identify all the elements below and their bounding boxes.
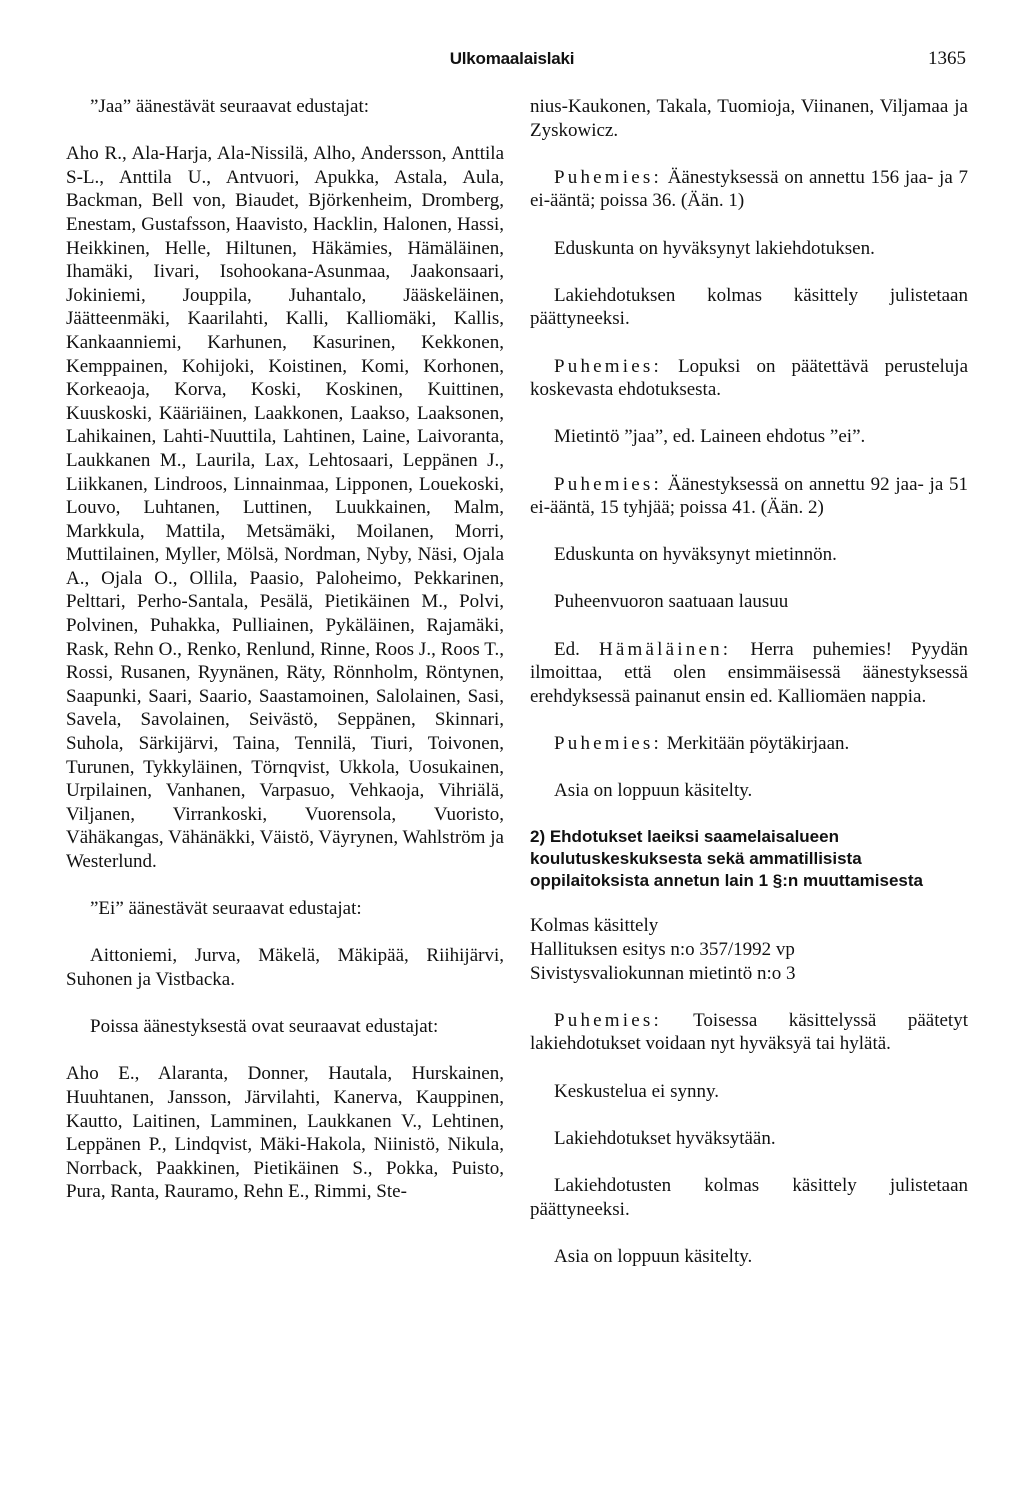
paragraph: Lakiehdotusten kolmas käsittely julistetaan päättyneeksi.	[530, 1174, 968, 1220]
speaker-name: Puhemies:	[554, 733, 662, 755]
paragraph: Asia on loppuun käsitelty.	[554, 1245, 753, 1267]
speech-paragraph	[530, 355, 968, 402]
speech-paragraph	[530, 473, 968, 520]
name-list-paragraph: nius-Kaukonen, Takala, Tuomioja, Viinanen, Viljamaa ja Zyskowicz.	[530, 96, 968, 141]
paragraph: ”Jaa” äänestävät seuraavat edustajat:	[90, 96, 370, 117]
name-list-paragraph: Aho R., Ala-Harja, Ala-Nissilä, Alho, Andersson, Anttila S-L., Anttila U., Antvuori, Apukka, Astala, Aula, Backman, Bell von, Biaudet, Björkenheim, Dromberg, Enestam, Gustafsson, Haavisto, Hacklin, Halonen, Hassi, Heikkinen, Helle, Hiltunen, Häkämies, Hämäläinen, Ihamäki, Iivari, Isohookana-Asunmaa, Jaakonsaari, Jokiniemi, Jouppila, Juhantalo, Jääskeläinen, Jäätteenmäki, Kaarilahti, Kalli, Kalliomäki, Kallis, Kankaanniemi, Karhunen, Kasurinen, Kekkonen, Kemppainen, Kohijoki, Koistinen, Komi, Korhonen, Korkeaoja, Korva, Koski, Koskinen, Kuittinen, Kuuskoski, Kääriäinen, Laakkonen, Laakso, Laaksonen, Lahikainen, Lahti-Nuuttila, Lahtinen, Laine, Laivoranta, Laukkanen M., Laurila, Lax, Lehtosaari, Leppänen J., Liikkanen, Lindroos, Linnainmaa, Lipponen, Louekoski, Louvo, Luhtanen, Luttinen, Luukkainen, Malm, Markkula, Mattila, Metsämäki, Moilanen, Morri, Muttilainen, Myller, Mölsä, Nordman, Nyby, Näsi, Ojala A., Ojala O., Ollila, Paasio, Paloheimo, Pekkarinen, Pelttari, Perho-Santala, Pesälä, Pietikäinen M., Polvi, Polvinen, Puhakka, Pulliainen, Pykäläinen, Rajamäki, Rask, Rehn O., Renko, Renlund, Rinne, Roos J., Roos T., Rossi, Rusanen, Ryynänen, Räty, Rönnholm, Röntynen, Saapunki, Saari, Saario, Saastamoinen, Salolainen, Sasi, Savela, Savolainen, Seivästö, Seppänen, Skinnari, Suhola, Särkijärvi, Taina, Tennilä, Tiuri, Toivonen, Turunen, Tykkyläinen, Törnqvist, Ukkola, Uosukainen, Urpilainen, Vanhanen, Varpasuo, Vehkaoja, Vihriälä, Viljanen, Virrankoski, Vuorensola, Vuoristo, Vähäkangas, Vähänäkki, Väistö, Väyrynen, Wahlström ja Westerlund.	[66, 143, 504, 872]
speech-text: Toisessa käsittelyssä päätetyt lakiehdotukset voidaan nyt hyväksyä tai hylätä.	[530, 1009, 968, 1055]
speech-paragraph	[530, 1009, 968, 1056]
paragraph: Keskustelua ei synny.	[554, 1080, 719, 1102]
speech-text: Äänestyksessä on annettu 92 jaa- ja 51 ei-ääntä, 15 tyhjää; poissa 41. (Ään. 2)	[530, 473, 968, 519]
paragraph: Asia on loppuun käsitelty.	[554, 780, 753, 802]
left-column	[66, 95, 504, 1228]
speech-text: Äänestyksessä on annettu 156 jaa- ja 7 ei-ääntä; poissa 36. (Ään. 1)	[530, 166, 968, 212]
paragraph: Eduskunta on hyväksynyt mietinnön.	[554, 544, 837, 566]
speech-text: Lopuksi on päätettävä perusteluja koskevasta ehdotuksesta.	[530, 355, 969, 401]
paragraph: Lakiehdotukset hyväksytään.	[554, 1127, 776, 1149]
paragraph: ”Ei” äänestävät seuraavat edustajat:	[90, 898, 362, 920]
document-references	[530, 914, 968, 985]
paragraph: Aittoniemi, Jurva, Mäkelä, Mäkipää, Riihijärvi, Suhonen ja Vistbacka.	[66, 945, 504, 990]
paragraph: Eduskunta on hyväksynyt lakiehdotuksen.	[554, 237, 875, 259]
right-column	[530, 95, 968, 1292]
speaker-name: Puhemies:	[554, 473, 662, 495]
paragraph: Poissa äänestyksestä ovat seuraavat edustajat:	[90, 1016, 439, 1038]
paragraph: Lakiehdotuksen kolmas käsittely julistetaan päättyneeksi.	[530, 284, 968, 330]
speech-text: Merkitään pöytäkirjaan.	[666, 733, 850, 755]
running-header-title: Ulkomaalaislaki	[449, 49, 575, 68]
paragraph: Mietintö ”jaa”, ed. Laineen ehdotus ”ei”.	[554, 426, 866, 448]
speaker-name: Puhemies:	[554, 166, 662, 188]
speech-paragraph	[530, 638, 968, 709]
speech-paragraph	[530, 166, 968, 213]
reference-line: Kolmas käsittely	[530, 915, 659, 937]
speaker-name: Puhemies:	[554, 355, 662, 377]
paragraph: Puheenvuoron saatuaan lausuu	[554, 591, 789, 613]
speech-text: Herra puhemies! Pyydän ilmoittaa, että olen ensimmäisessä äänestyksessä erehdyksessä painanut ensin ed. Kalliomäen nappia.	[530, 638, 969, 707]
reference-line: Sivistysvaliokunnan mietintö n:o 3	[530, 962, 796, 984]
speaker-prefix: Ed.	[554, 638, 599, 660]
speaker-name: Puhemies:	[554, 1009, 662, 1031]
name-list-paragraph: Aho E., Alaranta, Donner, Hautala, Hurskainen, Huuhtanen, Jansson, Järvilahti, Kanerva, Kauppinen, Kautto, Laitinen, Lamminen, Laukkanen V., Lehtinen, Leppänen P., Lindqvist, Mäki-Hakola, Niinistö, Nikula, Norrback, Paakkinen, Pietikäinen S., Pokka, Puisto, Pura, Ranta, Rauramo, Rehn E., Rimmi, Ste-	[66, 1063, 504, 1203]
section-heading: 2) Ehdotukset laeiksi saamelaisalueen koulutuskeskuksesta sekä ammatillisista oppilaitoksista annetun lain 1 §:n muuttamisesta	[530, 827, 923, 891]
reference-line: Hallituksen esitys n:o 357/1992 vp	[530, 939, 795, 960]
page-number: 1365	[928, 48, 966, 69]
speech-paragraph	[530, 732, 968, 756]
speaker-name: Hämäläinen:	[598, 638, 732, 660]
